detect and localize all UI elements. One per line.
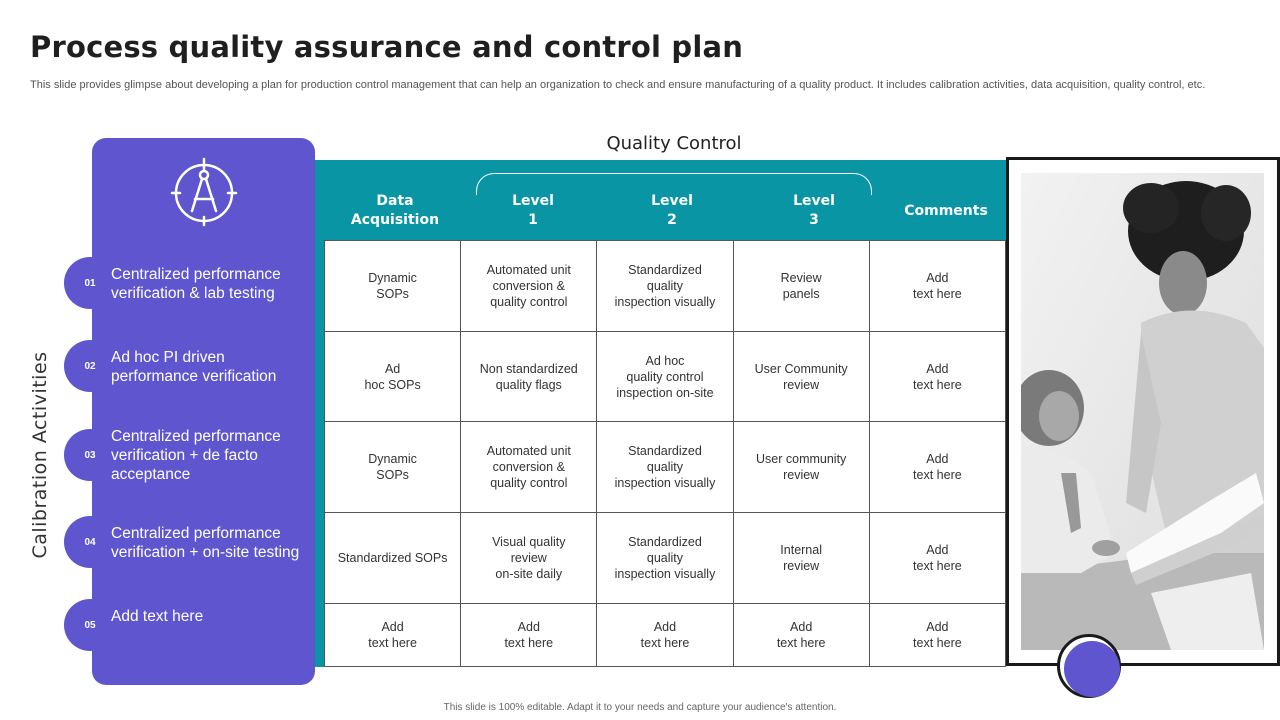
table-row: [325, 422, 1006, 513]
step-text-03: Centralized performance verification + de facto acceptance: [111, 428, 281, 483]
table-cell: Standardized quality inspection visually: [597, 422, 733, 513]
table-cell: Standardized SOPs: [325, 513, 461, 604]
header-level-3: Level 3: [793, 193, 835, 228]
step-number-04: 04: [64, 516, 116, 568]
step-number-02: 02: [64, 340, 116, 392]
table-cell: Add text here: [869, 241, 1005, 332]
table-cell: Automated unit conversion & quality control: [461, 241, 597, 332]
header-comments: Comments: [904, 203, 988, 219]
table-cell: Internal review: [733, 513, 869, 604]
header-data-acquisition: Data Acquisition: [350, 193, 440, 228]
table-cell: Non standardized quality flags: [461, 331, 597, 422]
table-cell: Automated unit conversion & quality control: [461, 422, 597, 513]
table-cell: Add text here: [869, 422, 1005, 513]
quality-control-table: [324, 240, 1006, 667]
compass-icon: [170, 155, 238, 227]
header-level-1: Level 1: [512, 193, 554, 228]
table-cell: User community review: [733, 422, 869, 513]
page-subtitle: This slide provides glimpse about developing a plan for production control management that can help an organization to check and ensure manufacturing of a quality product. It includes calibration activities, data acquisition, quality control, etc.: [30, 79, 1206, 91]
table-cell: Add text here: [461, 603, 597, 666]
step-text-05: Add text here: [111, 608, 204, 625]
step-number-01: 01: [64, 257, 116, 309]
table-cell: Add text here: [733, 603, 869, 666]
footer-note: This slide is 100% editable. Adapt it to your needs and capture your audience's attention.: [443, 702, 837, 713]
table-cell: Dynamic SOPs: [325, 241, 461, 332]
table-cell: Add text here: [869, 603, 1005, 666]
table-cell: Ad hoc quality control inspection on-site: [597, 331, 733, 422]
team-photo: [1021, 173, 1264, 650]
table-cell: Standardized quality inspection visually: [597, 513, 733, 604]
page-title: Process quality assurance and control plan: [30, 30, 744, 64]
table-row: [325, 331, 1006, 422]
header-level-2: Level 2: [651, 193, 693, 228]
table-cell: Standardized quality inspection visually: [597, 241, 733, 332]
table-cell: Visual quality review on-site daily: [461, 513, 597, 604]
step-text-04: Centralized performance verification + on-site testing: [111, 525, 300, 561]
table-cell: Add text here: [597, 603, 733, 666]
step-number-05: 05: [64, 599, 116, 651]
calibration-activities-label: Calibration Activities: [29, 351, 51, 559]
table-row: [325, 603, 1006, 666]
table-cell: Ad hoc SOPs: [325, 331, 461, 422]
step-text-01: Centralized performance verification & lab testing: [111, 266, 281, 302]
table-cell: Review panels: [733, 241, 869, 332]
step-number-03: 03: [64, 429, 116, 481]
table-cell: Add text here: [869, 331, 1005, 422]
table-row: [325, 241, 1006, 332]
table-row: [325, 513, 1006, 604]
photo-decoration-circle: [1064, 641, 1120, 697]
table-cell: Dynamic SOPs: [325, 422, 461, 513]
table-cell: User Community review: [733, 331, 869, 422]
table-cell: Add text here: [325, 603, 461, 666]
step-text-02: Ad hoc PI driven performance verification: [111, 349, 277, 385]
quality-control-title: Quality Control: [606, 133, 742, 154]
table-cell: Add text here: [869, 513, 1005, 604]
